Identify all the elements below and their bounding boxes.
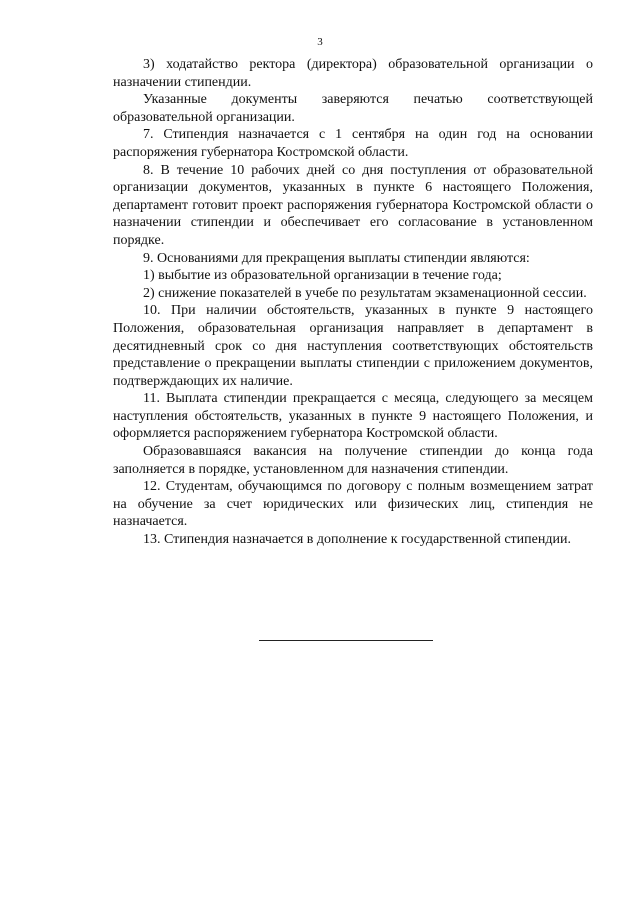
paragraph-item-3-petition: 3) ходатайство ректора (директора) образовательной организации о назначении стипендии.: [113, 57, 593, 90]
paragraph-clause-9: 9. Основаниями для прекращения выплаты стипендии являются:: [143, 250, 530, 266]
paragraph-clause-12: 12. Студентам, обучающимся по договору с полным возмещением затрат на обучение за счет юридических или физических лиц, стипендия не назначается.: [113, 479, 593, 530]
paragraph-clause-13: 13. Стипендия назначается в дополнение к государственной стипендии.: [143, 532, 571, 548]
paragraph-clause-8: 8. В течение 10 рабочих дней со дня поступления от образовательной организации документов, указанных в пункте 6 настоящего Положения, департамент готовит проект распоряжения губернатора Костромской области о назначении стипендии и обеспечивает его согласование в установленном порядке.: [113, 162, 593, 248]
paragraph-clause-7: 7. Стипендия назначается с 1 сентября на один год на основании распоряжения губернатора Костромской области.: [113, 127, 593, 160]
end-separator-line: [259, 640, 433, 641]
paragraph-vacancy: Образовавшаяся вакансия на получение стипендии до конца года заполняется в порядке, установленном для назначения стипендии.: [113, 444, 593, 477]
paragraph-clause-10: 10. При наличии обстоятельств, указанных в пункте 9 настоящего Положения, образовательная организация направляет в департамент в десятидневный срок со дня наступления соответствующих обстоятельств представление о прекращении выплаты стипендии с приложением документов, подтверждающих их наличие.: [113, 303, 593, 389]
paragraph-clause-9-item-1: 1) выбытие из образовательной организации в течение года;: [143, 268, 502, 284]
document-body: [113, 56, 593, 549]
paragraph-clause-9-item-2: 2) снижение показателей в учебе по результатам экзаменационной сессии.: [143, 285, 587, 301]
paragraph-documents-certified: Указанные документы заверяются печатью соответствующей образовательной организации.: [113, 92, 593, 125]
page-number: 3: [317, 36, 323, 48]
paragraph-clause-11: 11. Выплата стипендии прекращается с месяца, следующего за месяцем наступления обстоятельств, указанных в пункте 9 настоящего Положения, и оформляется распоряжением губернатора Костромской области.: [113, 391, 593, 442]
